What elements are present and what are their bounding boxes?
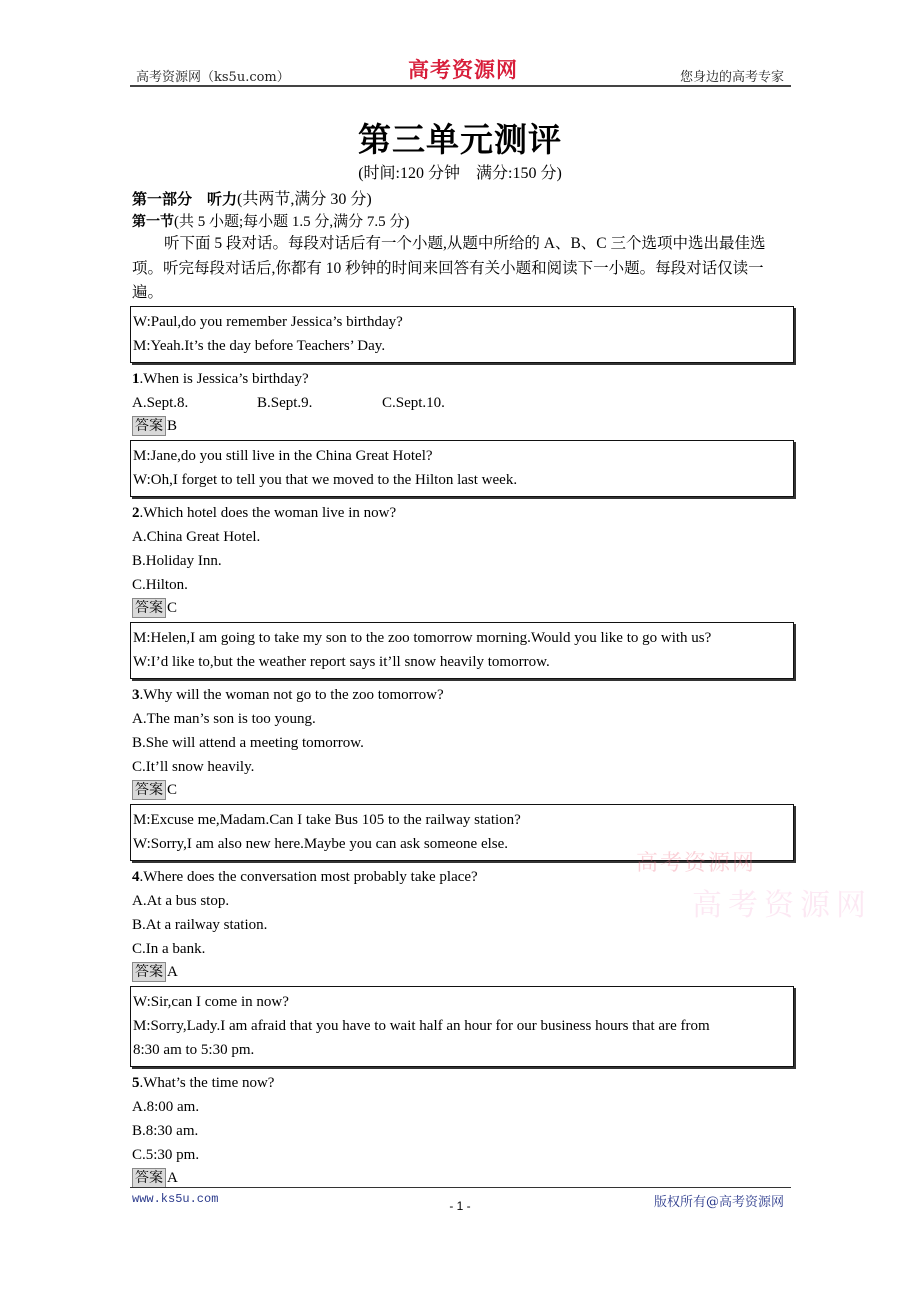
option-b: B.Sept.9. xyxy=(257,395,313,411)
option-a: A.China Great Hotel. xyxy=(132,529,261,545)
instructions: 听下面 5 段对话。每段对话后有一个小题,从题中所给的 A、B、C 三个选项中选出最佳选项。听完每段对话后,你都有 10 秒钟的时间来回答有关小题和阅读下一小题。每段对话仅读一遍。 xyxy=(132,235,766,301)
question-text: .Which hotel does the woman live in now? xyxy=(139,505,397,521)
dialogue-box xyxy=(130,622,794,679)
answer-toggle-button[interactable]: 答案 xyxy=(132,780,166,800)
footer-divider xyxy=(130,1187,791,1188)
answer-row xyxy=(130,1167,800,1189)
section-label: 第一节 xyxy=(132,214,174,230)
answer-toggle-button[interactable]: 答案 xyxy=(132,962,166,982)
answer-row xyxy=(130,415,800,437)
option-a: A.The man’s son is too young. xyxy=(132,711,316,727)
header-slogan: 您身边的高考专家 xyxy=(679,70,784,85)
option-c: C.In a bank. xyxy=(132,941,206,957)
page-header xyxy=(130,57,790,86)
option-b: B.Holiday Inn. xyxy=(132,553,222,569)
option-c: C.Hilton. xyxy=(132,577,188,593)
dialogue-line: W:I’d like to,but the weather report says it’ll snow heavily tomorrow. xyxy=(133,654,550,670)
answer-value: C xyxy=(167,600,178,616)
watermark-small: 高考资源网 xyxy=(636,851,757,876)
watermark-large: 高考资源网 xyxy=(692,888,872,923)
answer-value: C xyxy=(167,782,178,798)
answer-value: A xyxy=(167,1170,178,1186)
answer-row xyxy=(130,779,800,801)
question-text: .Where does the conversation most probably take place? xyxy=(139,869,478,885)
dialogue-line: M:Excuse me,Madam.Can I take Bus 105 to the railway station? xyxy=(133,812,521,828)
question-number: 1 xyxy=(132,371,140,387)
answer-value: B xyxy=(167,418,178,434)
answer-value: A xyxy=(167,964,178,980)
question-number: 4 xyxy=(132,869,140,885)
option-b: B.She will attend a meeting tomorrow. xyxy=(132,735,364,751)
question-text: .Why will the woman not go to the zoo tomorrow? xyxy=(139,687,444,703)
answer-toggle-button[interactable]: 答案 xyxy=(132,598,166,618)
section-detail: (共 5 小题;每小题 1.5 分,满分 7.5 分) xyxy=(174,214,410,230)
dialogue-line: M:Jane,do you still live in the China Great Hotel? xyxy=(133,448,433,464)
option-a: A.Sept.8. xyxy=(132,395,189,411)
option-a: A.At a bus stop. xyxy=(132,893,230,909)
dialogue-line: W:Oh,I forget to tell you that we moved to the Hilton last week. xyxy=(133,472,518,488)
option-c: C.It’ll snow heavily. xyxy=(132,759,255,775)
exam-time-score: (时间:120 分钟 满分:150 分) xyxy=(358,165,562,182)
dialogue-line: M:Helen,I am going to take my son to the zoo tomorrow morning.Would you like to go with us? xyxy=(133,630,712,646)
option-c: C.5:30 pm. xyxy=(132,1147,200,1163)
option-a: A.8:00 am. xyxy=(132,1099,200,1115)
answer-row xyxy=(130,597,800,619)
question-text: .What’s the time now? xyxy=(139,1075,275,1091)
question xyxy=(130,683,800,707)
question-list xyxy=(130,306,800,1192)
dialogue-line: W:Sir,can I come in now? xyxy=(133,994,289,1010)
dialogue-box xyxy=(130,306,794,363)
question xyxy=(130,501,800,525)
header-divider xyxy=(130,85,791,87)
footer-website-link[interactable]: www.ks5u.com xyxy=(132,1192,219,1206)
dialogue-line: 8:30 am to 5:30 pm. xyxy=(133,1042,255,1058)
header-site-name: 高考资源网（ks5u.com） xyxy=(136,70,290,85)
question-number: 3 xyxy=(132,687,140,703)
option-b: B.8:30 am. xyxy=(132,1123,199,1139)
dialogue-line: W:Paul,do you remember Jessica’s birthday? xyxy=(133,314,403,330)
footer-copyright: 版权所有@高考资源网 xyxy=(653,1195,784,1210)
dialogue-box xyxy=(130,986,794,1067)
option-b: B.At a railway station. xyxy=(132,917,268,933)
options-row xyxy=(130,391,800,415)
part-heading xyxy=(132,186,372,209)
header-logo: 高考资源网 xyxy=(408,57,518,82)
dialogue-line: M:Sorry,Lady.I am afraid that you have to wait half an hour for our business hours that are from xyxy=(133,1018,710,1034)
dialogue-box xyxy=(130,440,794,497)
answer-row xyxy=(130,961,800,983)
question-number: 5 xyxy=(132,1075,140,1091)
option-c: C.Sept.10. xyxy=(382,395,445,411)
answer-toggle-button[interactable]: 答案 xyxy=(132,1168,166,1188)
page-number: - 1 - xyxy=(449,1199,471,1213)
dialogue-line: W:Sorry,I am also new here.Maybe you can ask someone else. xyxy=(133,836,509,852)
page-title: 第三单元测评 xyxy=(358,120,562,159)
part-detail: (共两节,满分 30 分) xyxy=(237,191,372,208)
question-number: 2 xyxy=(132,505,140,521)
section-heading xyxy=(132,210,409,231)
dialogue-line: M:Yeah.It’s the day before Teachers’ Day. xyxy=(133,338,386,354)
question-text: .When is Jessica’s birthday? xyxy=(139,371,309,387)
answer-toggle-button[interactable]: 答案 xyxy=(132,416,166,436)
question xyxy=(130,367,800,391)
part-label: 第一部分 听力 xyxy=(132,190,238,208)
question xyxy=(130,1071,800,1095)
